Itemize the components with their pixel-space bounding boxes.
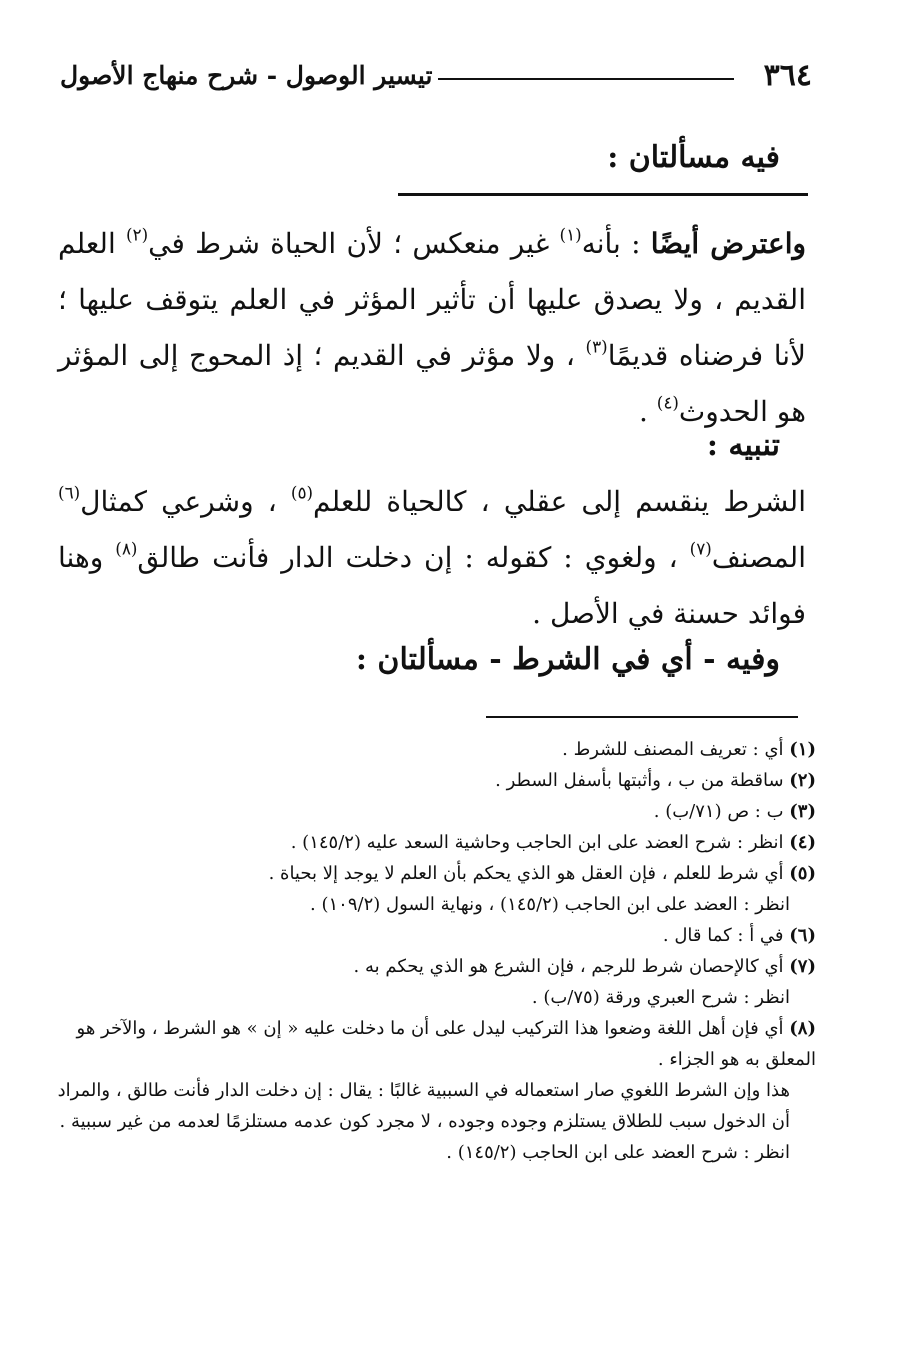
footnote-ref-6: (٦)	[58, 482, 81, 503]
footnote-text: أي كالإحصان شرط للرجم ، فإن الشرع هو الذي يحكم به .	[353, 956, 790, 977]
text-run: ، وشرعي كمثال	[80, 485, 291, 518]
footnote-number: (١)	[789, 739, 816, 760]
footnote-text: انظر : شرح العضد على ابن الحاجب وحاشية السعد عليه (١٤٥/٢) .	[290, 832, 790, 853]
footnote-8-explanation: هذا وإن الشرط اللغوي صار استعماله في السببية غالبًا : يقال : إن دخلت الدار فأنت طالق ، والمراد أن الدخول سبب للطلاق يستلزم وجوده وجوده ، لا مجرد كون عدمه مستلزمًا لعدمه من غير سببية .	[57, 1080, 790, 1132]
footnote-text: أي شرط للعلم ، فإن العقل هو الذي يحكم بأن العلم لا يوجد إلا بحياة .	[268, 863, 790, 884]
section-heading: فيه مسألتان :	[607, 140, 780, 175]
footnote-number: (٥)	[789, 863, 816, 884]
footnote-ref-8: (٨)	[115, 538, 138, 559]
footnote-text: في أ : كما قال .	[662, 925, 790, 946]
objection-lead: واعترض أيضًا	[650, 227, 807, 260]
page-number: ٣٦٤	[763, 58, 812, 93]
footnote-7-reference: انظر : شرح العبري ورقة (٧٥/ب) .	[531, 987, 790, 1008]
footnote-7	[60, 951, 816, 982]
footnote-ref-2: (٢)	[125, 224, 149, 245]
text-run: غير منعكس ؛ لأن الحياة شرط في	[148, 227, 560, 260]
paragraph-objection	[58, 216, 806, 440]
heading-rule	[398, 193, 808, 196]
footnote-ref-3: (٣)	[585, 336, 608, 357]
footnote-5-reference: انظر : العضد على ابن الحاجب (١٤٥/٢) ، ونهاية السول (١٠٩/٢) .	[310, 894, 790, 915]
section-heading-condition: وفيه - أي في الشرط - مسألتان :	[355, 642, 780, 677]
footnote-number: (٣)	[789, 801, 816, 822]
running-header	[60, 56, 812, 96]
footnote-number: (٧)	[789, 956, 816, 977]
footnote-4	[60, 827, 816, 858]
text-run: العلم القديم ، ولا يصدق عليها أن تأثير المؤثر في العلم يتوقف عليها ؛ لأنا فرضناه قديمًا	[58, 227, 807, 372]
footnote-3	[60, 796, 816, 827]
text-run: وهنا فوائد حسنة في الأصل .	[58, 541, 806, 630]
footnote-ref-1: (١)	[559, 224, 582, 245]
footnote-number: (٦)	[789, 925, 816, 946]
footnote-6	[60, 920, 816, 951]
footnote-separator	[486, 716, 798, 718]
text-run: ، ولغوي : كقوله : إن دخلت الدار فأنت طالق	[137, 541, 690, 574]
footnote-number: (٤)	[789, 832, 816, 853]
footnote-ref-7: (٧)	[689, 538, 712, 559]
text-run: ، ولا مؤثر في القديم ؛ إذ المحوج إلى المؤثر هو الحدوث	[58, 339, 806, 428]
footnote-8-reference: انظر : شرح العضد على ابن الحاجب (١٤٥/٢) .	[446, 1142, 790, 1163]
footnote-number: (٨)	[789, 1018, 816, 1039]
text-run: الشرط ينقسم إلى عقلي ، كالحياة للعلم	[313, 485, 806, 518]
footnote-ref-4: (٤)	[656, 392, 679, 413]
book-title: تيسير الوصول - شرح منهاج الأصول	[60, 61, 433, 90]
footnote-text: ب : ص (٧١/ب) .	[653, 801, 790, 822]
footnote-2	[60, 765, 816, 796]
footnote-ref-5: (٥)	[290, 482, 314, 503]
footnote-1	[60, 734, 816, 765]
footnote-text: ساقطة من ب ، وأثبتها بأسفل السطر .	[495, 770, 790, 791]
footnote-text: أي فإن أهل اللغة وضعوا هذا التركيب ليدل على أن ما دخلت عليه « إن » هو الشرط ، والآخر هو المعلق به هو الجزاء .	[76, 1018, 816, 1070]
footnotes	[57, 734, 816, 1168]
footnote-8	[52, 1013, 816, 1075]
tanbih-heading: تنبيه :	[706, 428, 780, 463]
header-rule	[438, 78, 734, 80]
text-run: المصنف	[711, 541, 806, 574]
footnote-number: (٢)	[789, 770, 816, 791]
paragraph-condition-types	[58, 474, 806, 642]
footnote-text: أي : تعريف المصنف للشرط .	[562, 739, 790, 760]
footnote-5	[60, 858, 816, 889]
text-run: .	[638, 395, 657, 428]
text-run: : بأنه	[581, 227, 651, 260]
